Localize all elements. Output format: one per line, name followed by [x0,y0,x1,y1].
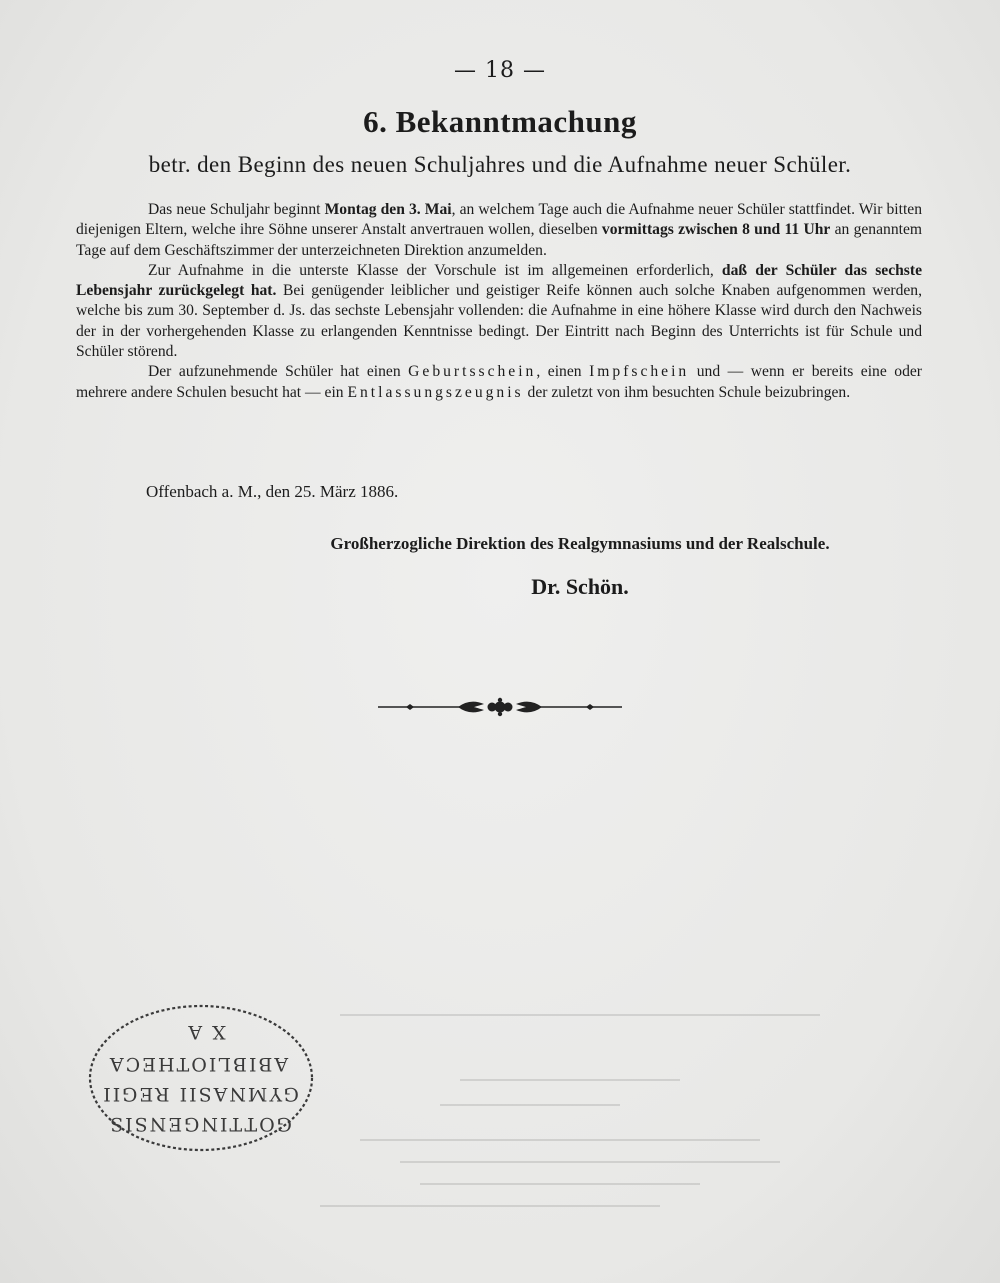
text-segment: , an welchem Tage auch die Aufnahme neuer Schüler stattfindet. [451,201,859,218]
place-date: Offenbach a. M., den 25. März 1886. [146,482,399,501]
age-requirement-emphasis: daß der Schüler das sechste Lebensjahr zurückgelegt hat. [76,261,922,300]
text-segment: und — wenn er bereits eine oder mehrere andere Schulen besucht hat — ein [76,363,922,401]
text-segment: Der aufzunehmende Schüler hat einen [148,363,409,381]
paragraph-admission [76,261,922,362]
svg-text:ABIBLIOTHECA: ABIBLIOTHECA [107,1053,289,1075]
signature-organization: Großherzogliche Direktion des Realgymnasiums und der Realschule. [330,534,830,553]
signature-name: Dr. Schön. [531,574,629,599]
svg-text:GYMNASII REGII: GYMNASII REGII [101,1083,299,1105]
library-stamp [82,996,320,1156]
text-segment: Das neue Schuljahr beginnt [148,201,325,218]
svg-text:X A: X A [186,1021,226,1043]
text-segment: , einen [536,363,590,381]
text-segment: Zur Aufnahme in die unterste Klasse der Vorschule ist im allgemeinen erforderlich, [148,261,722,279]
document-leaving-certificate: Entlassungszeugnis [347,383,524,401]
notice-body [76,200,922,403]
document-vaccination-certificate: Impfschein [589,363,690,381]
ornament-divider [378,694,622,720]
paragraph-documents [76,362,922,403]
document-birth-certificate: Geburtsschein [408,363,537,381]
svg-text:GOTTINGENSIS: GOTTINGENSIS [108,1113,292,1135]
notice-subtitle: betr. den Beginn des neuen Schuljahres und die Aufnahme neuer Schüler. [148,152,852,177]
text-segment: Wir bitten diejenigen Eltern, welche ihre Söhne unserer Anstalt anvertrauen wollen, dieselben [76,201,922,239]
time-emphasis: vormittags zwischen 8 und 11 Uhr [601,221,831,239]
text-segment: der zuletzt von ihm besuchten Schule beizubringen. [523,383,851,401]
page-number: — 18 — [454,58,546,83]
text-segment: an genanntem Tage auf dem Geschäftszimmer der unterzeichneten Direktion anzumelden. [76,221,922,259]
text-segment: Bei genügender leiblicher und geistiger Reife können auch solche Knaben aufgenommen werden, welche bis zum 30. September d. Js. das sechste Lebensjahr vollenden: die Aufnahme in eine höhere Klasse wird durch den Nachweis der in der vorhergehenden Klasse zu erlangenden Kenntnisse bedingt. Der Eintritt nach Beginn des Unterrichts ist für Schule und Schüler störend. [76,282,922,361]
paragraph-registration [76,200,922,261]
notice-title: 6. Bekanntmachung [363,104,637,139]
date-emphasis: Montag den 3. Mai [324,201,452,218]
